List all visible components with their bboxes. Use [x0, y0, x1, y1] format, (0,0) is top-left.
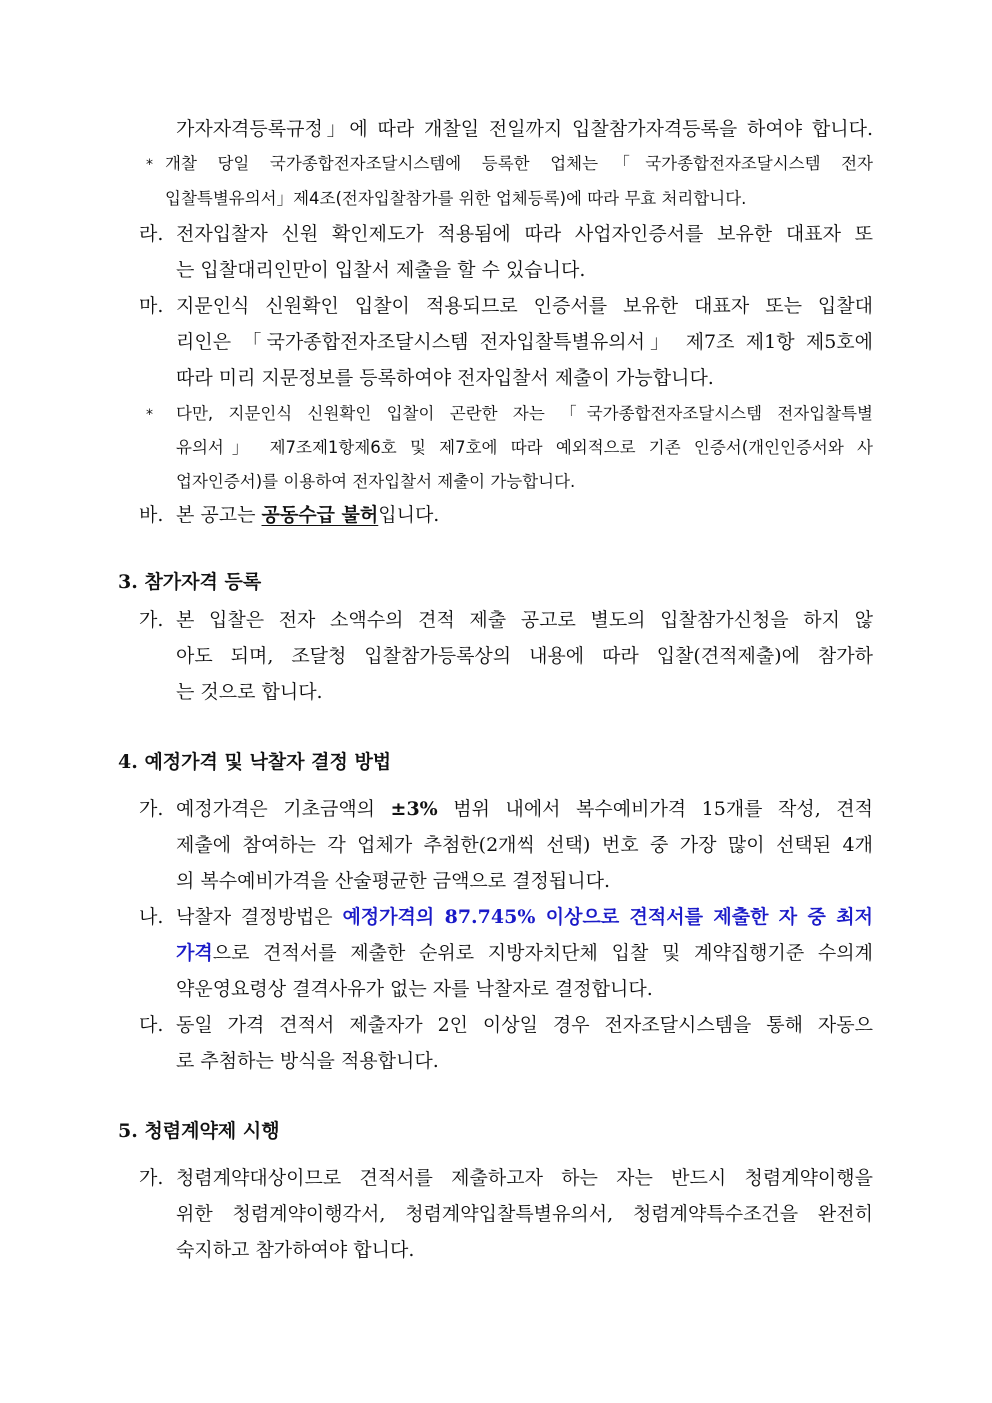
s4-item-da-marker: 다.: [139, 1014, 164, 1036]
note-star-marker: *: [146, 407, 153, 423]
item-ma-line1: 지문인식 신원확인 입찰이 적용되므로 인증서를 보유한 대표자 또는 입찰대: [176, 295, 873, 317]
item-ra-marker: 라.: [139, 223, 164, 245]
winning-criteria-highlight-cont: 가격: [176, 942, 213, 964]
note1-line1: 개찰 당일 국가종합전자조달시스템에 등록한 업체는「국가종합전자조달시스템 전자: [165, 154, 873, 173]
note2-line3: 업자인증서)를 이용하여 전자입찰서 제출이 가능합니다.: [176, 472, 576, 491]
section3-heading: 3. 참가자격 등록: [118, 571, 262, 593]
item-ba-pre: 본 공고는: [176, 504, 262, 526]
note-star-marker: *: [146, 157, 153, 173]
winning-criteria-highlight: 예정가격의 87.745% 이상으로 견적서를 제출한 자 중 최저: [342, 906, 873, 928]
s4-item-na-line3: 약운영요령상 결격사유가 없는 자를 낙찰자로 결정합니다.: [176, 978, 653, 1000]
s4-item-ga-marker: 가.: [139, 798, 164, 820]
s5-item-ga-line1: 청렴계약대상이므로 견적서를 제출하고자 하는 자는 반드시 청렴계약이행을: [176, 1167, 873, 1189]
section2-cont-line: 가자자격등록규정」에 따라 개찰일 전일까지 입찰참가자격등록을 하여야 합니다.: [176, 118, 873, 140]
s4-item-ga-line1-pre: 예정가격은 기초금액의: [176, 798, 391, 820]
s4-item-da-line2: 로 추첨하는 방식을 적용합니다.: [176, 1050, 439, 1072]
item-ma-line2: 리인은 「국가종합전자조달시스템 전자입찰특별유의서」 제7조 제1항 제5호에: [176, 331, 873, 353]
s3-item-ga-line3: 는 것으로 합니다.: [176, 681, 323, 703]
s4-item-na-line2-post: 으로 견적서를 제출한 순위로 지방자치단체 입찰 및 계약집행기준 수의계: [212, 942, 873, 964]
item-ba-post: 입니다.: [378, 504, 440, 526]
s3-item-ga-line1: 본 입찰은 전자 소액수의 견적 제출 공고로 별도의 입찰참가신청을 하지 않: [176, 609, 873, 631]
s5-item-ga-line3: 숙지하고 참가하여야 합니다.: [176, 1239, 415, 1261]
s4-item-ga-line2: 제출에 참여하는 각 업체가 추첨한(2개씩 선택) 번호 중 가장 많이 선택된 4개: [176, 834, 873, 856]
item-ra-line2: 는 입찰대리인만이 입찰서 제출을 할 수 있습니다.: [176, 259, 586, 281]
s5-item-ga-marker: 가.: [139, 1167, 164, 1189]
note2-line1: 다만, 지문인식 신원확인 입찰이 곤란한 자는 「국가종합전자조달시스템 전자입찰특별: [176, 404, 873, 423]
s4-item-da-line1: 동일 가격 견적서 제출자가 2인 이상일 경우 전자조달시스템을 통해 자동으: [176, 1014, 873, 1036]
joint-supply-prohibited-emphasis: 공동수급 불허: [261, 504, 379, 526]
s4-item-na-line2: [176, 941, 873, 965]
s3-item-ga-marker: 가.: [139, 609, 164, 631]
item-ba-text: [176, 503, 439, 527]
section4-heading: 4. 예정가격 및 낙찰자 결정 방법: [118, 751, 392, 773]
s4-item-na-marker: 나.: [139, 906, 164, 928]
s3-item-ga-line2: 아도 되며, 조달청 입찰참가등록상의 내용에 따라 입찰(견적제출)에 참가하: [176, 645, 873, 667]
percent-range-bold: ±3%: [390, 798, 438, 820]
item-ma-line3: 따라 미리 지문정보를 등록하여야 전자입찰서 제출이 가능합니다.: [176, 367, 714, 389]
note1-line2: 입찰특별유의서」제4조(전자입찰참가를 위한 업체등록)에 따라 무효 처리합니다.: [165, 189, 747, 208]
s4-item-ga-line1: [176, 797, 873, 821]
s4-item-ga-line3: 의 복수예비가격을 산술평균한 금액으로 결정됩니다.: [176, 870, 610, 892]
section5-heading: 5. 청렴계약제 시행: [118, 1120, 280, 1142]
item-ba-marker: 바.: [139, 504, 164, 526]
item-ra-line1: 전자입찰자 신원 확인제도가 적용됨에 따라 사업자인증서를 보유한 대표자 또: [176, 223, 873, 245]
item-ma-marker: 마.: [139, 295, 164, 317]
note2-line2: 유의서」 제7조제1항제6호 및 제7호에 따라 예외적으로 기존 인증서(개인인증서와 사: [176, 438, 873, 457]
s4-item-na-line1-pre: 낙찰자 결정방법은: [176, 906, 343, 928]
s5-item-ga-line2: 위한 청렴계약이행각서, 청렴계약입찰특별유의서, 청렴계약특수조건을 완전히: [176, 1203, 873, 1225]
s4-item-na-line1: [176, 905, 873, 929]
s4-item-ga-line1-post: 범위 내에서 복수예비가격 15개를 작성, 견적: [437, 798, 873, 820]
